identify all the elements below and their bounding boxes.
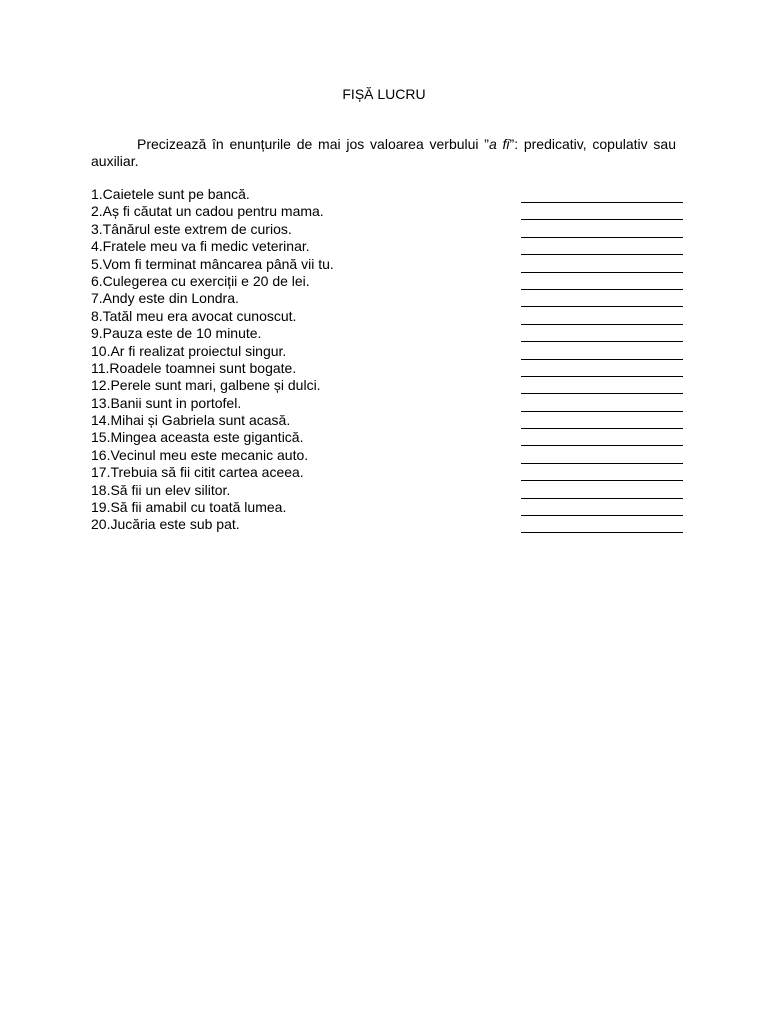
exercise-item: [91, 238, 683, 255]
instructions-verb: a fi: [488, 136, 510, 152]
exercise-item: [91, 221, 683, 238]
exercise-sentence: 19.Să fii amabil cu toată lumea.: [91, 499, 287, 516]
exercise-item: [91, 516, 683, 533]
exercise-item: [91, 325, 683, 342]
exercise-item: [91, 412, 683, 429]
exercise-sentence: 16.Vecinul meu este mecanic auto.: [91, 446, 309, 463]
exercise-item: [91, 499, 683, 516]
exercise-item: [91, 360, 683, 377]
exercise-sentence: 8.Tatăl meu era avocat cunoscut.: [91, 307, 297, 324]
exercise-sentence: 1.Caietele sunt pe bancă.: [91, 186, 250, 202]
exercise-item: [91, 377, 683, 394]
exercise-list: [91, 186, 683, 534]
exercise-sentence: 20.Jucăria este sub pat.: [91, 516, 240, 533]
exercise-item: [91, 186, 683, 203]
exercise-item: [91, 464, 683, 481]
exercise-sentence: 5.Vom fi terminat mâncarea până vii tu.: [91, 255, 334, 272]
exercise-sentence: 2.Aș fi căutat un cadou pentru mama.: [91, 203, 324, 220]
exercise-sentence: 14.Mihai și Gabriela sunt acasă.: [91, 412, 291, 429]
exercise-sentence: 15.Mingea aceasta este gigantică.: [91, 429, 304, 446]
exercise-item: [91, 256, 683, 273]
exercise-sentence: 18.Să fii un elev silitor.: [91, 481, 231, 498]
exercise-item: [91, 273, 683, 290]
instructions-text-start: Precizează în enunțurile de mai jos valoarea verbului ”: [137, 136, 489, 152]
exercise-sentence: 17.Trebuia să fii citit cartea aceea.: [91, 464, 304, 481]
exercise-item: [91, 290, 683, 307]
exercise-sentence: 7.Andy este din Londra.: [91, 290, 239, 307]
exercise-item: [91, 343, 683, 360]
exercise-sentence: 10.Ar fi realizat proiectul singur.: [91, 342, 287, 359]
exercise-sentence: 12.Perele sunt mari, galbene și dulci.: [91, 377, 321, 394]
exercise-item: [91, 395, 683, 412]
instructions-text-end: ”: predicativ, copulativ sau auxiliar.: [91, 136, 676, 169]
exercise-item: [91, 482, 683, 499]
exercise-sentence: 9.Pauza este de 10 minute.: [91, 325, 262, 342]
exercise-sentence: 13.Banii sunt in portofel.: [91, 394, 242, 411]
exercise-item: [91, 429, 683, 446]
worksheet-title: FIȘĂ LUCRU: [342, 86, 426, 102]
exercise-item: [91, 447, 683, 464]
exercise-sentence: 4.Fratele meu va fi medic veterinar.: [91, 238, 310, 255]
exercise-item: [91, 308, 683, 325]
exercise-item: [91, 203, 683, 220]
exercise-sentence: 3.Tânărul este extrem de curios.: [91, 220, 292, 237]
instructions-paragraph: [91, 136, 676, 170]
answer-blank-line[interactable]: [521, 532, 683, 533]
exercise-sentence: 11.Roadele toamnei sunt bogate.: [91, 359, 297, 376]
exercise-sentence: 6.Culegerea cu exerciții e 20 de lei.: [91, 272, 310, 289]
